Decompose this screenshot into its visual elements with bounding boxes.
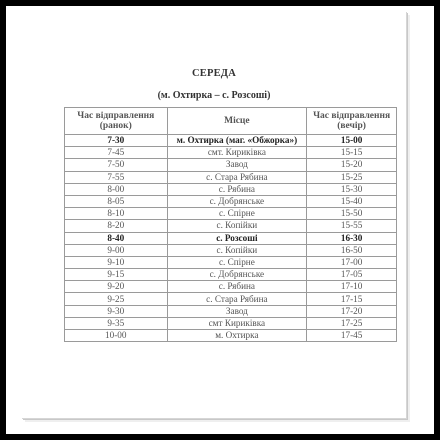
evening-time-cell: 15-30: [307, 183, 397, 195]
table-row: [65, 147, 397, 159]
evening-time-cell: 17-05: [307, 269, 397, 281]
table-row: [65, 232, 397, 244]
place-cell: с. Рябина: [167, 281, 307, 293]
place-cell: с. Копійки: [167, 220, 307, 232]
morning-time-cell: 7-50: [65, 159, 168, 171]
place-cell: с. Спірне: [167, 256, 307, 268]
evening-time-cell: 17-00: [307, 256, 397, 268]
morning-time-cell: 9-00: [65, 244, 168, 256]
morning-time-cell: 9-25: [65, 293, 168, 305]
evening-time-cell: 15-40: [307, 195, 397, 207]
place-cell: с. Рябина: [167, 183, 307, 195]
schedule-table: [64, 107, 397, 342]
place-cell: с. Копійки: [167, 244, 307, 256]
place-cell: смт Кириківка: [167, 317, 307, 329]
morning-time-cell: 8-40: [65, 232, 168, 244]
morning-time-cell: 9-20: [65, 281, 168, 293]
evening-time-cell: 17-20: [307, 305, 397, 317]
evening-time-cell: 17-15: [307, 293, 397, 305]
morning-time-cell: 8-20: [65, 220, 168, 232]
table-row: [65, 208, 397, 220]
place-cell: Завод: [167, 159, 307, 171]
table-row: [65, 135, 397, 147]
place-cell: м. Охтирка (маг. «Обжорка»): [167, 135, 307, 147]
table-row: [65, 317, 397, 329]
morning-time-cell: 8-00: [65, 183, 168, 195]
place-cell: Завод: [167, 305, 307, 317]
morning-time-cell: 10-00: [65, 330, 168, 342]
place-cell: с. Добрянське: [167, 195, 307, 207]
table-row: [65, 256, 397, 268]
place-cell: с. Спірне: [167, 208, 307, 220]
morning-time-cell: 8-05: [65, 195, 168, 207]
table-row: [65, 281, 397, 293]
table-row: [65, 171, 397, 183]
table-row: [65, 305, 397, 317]
table-row: [65, 183, 397, 195]
header-morning-line1: Час відправлення: [77, 111, 155, 121]
table-row: [65, 293, 397, 305]
table-header-row: [65, 108, 397, 135]
morning-time-cell: 8-10: [65, 208, 168, 220]
place-cell: с. Стара Рябина: [167, 293, 307, 305]
place-cell: смт. Кириківка: [167, 147, 307, 159]
evening-time-cell: 17-45: [307, 330, 397, 342]
header-morning-line2: (ранок): [99, 121, 132, 131]
header-morning-departure: [65, 108, 168, 135]
morning-time-cell: 9-10: [65, 256, 168, 268]
place-cell: с. Стара Рябина: [167, 171, 307, 183]
header-evening-departure: [307, 108, 397, 135]
evening-time-cell: 17-25: [307, 317, 397, 329]
evening-time-cell: 17-10: [307, 281, 397, 293]
evening-time-cell: 15-55: [307, 220, 397, 232]
place-cell: м. Охтирка: [167, 330, 307, 342]
table-row: [65, 220, 397, 232]
table-row: [65, 159, 397, 171]
evening-time-cell: 15-50: [307, 208, 397, 220]
header-evening-line1: Час відправлення: [313, 111, 391, 121]
morning-time-cell: 9-30: [65, 305, 168, 317]
evening-time-cell: 15-25: [307, 171, 397, 183]
morning-time-cell: 7-45: [65, 147, 168, 159]
route-subtitle: (м. Охтирка – с. Розсоші): [157, 90, 271, 101]
table-row: [65, 195, 397, 207]
morning-time-cell: 7-30: [65, 135, 168, 147]
header-place: Місце: [167, 108, 307, 135]
evening-time-cell: 16-50: [307, 244, 397, 256]
place-cell: с. Розсоші: [167, 232, 307, 244]
evening-time-cell: 15-20: [307, 159, 397, 171]
document-page: [22, 12, 407, 419]
header-evening-line2: (вечір): [337, 121, 366, 131]
morning-time-cell: 7-55: [65, 171, 168, 183]
table-row: [65, 330, 397, 342]
evening-time-cell: 16-30: [307, 232, 397, 244]
place-cell: с. Добрянське: [167, 269, 307, 281]
morning-time-cell: 9-15: [65, 269, 168, 281]
morning-time-cell: 9-35: [65, 317, 168, 329]
table-row: [65, 269, 397, 281]
table-row: [65, 244, 397, 256]
page-title: СЕРЕДА: [191, 68, 236, 79]
evening-time-cell: 15-15: [307, 147, 397, 159]
evening-time-cell: 15-00: [307, 135, 397, 147]
